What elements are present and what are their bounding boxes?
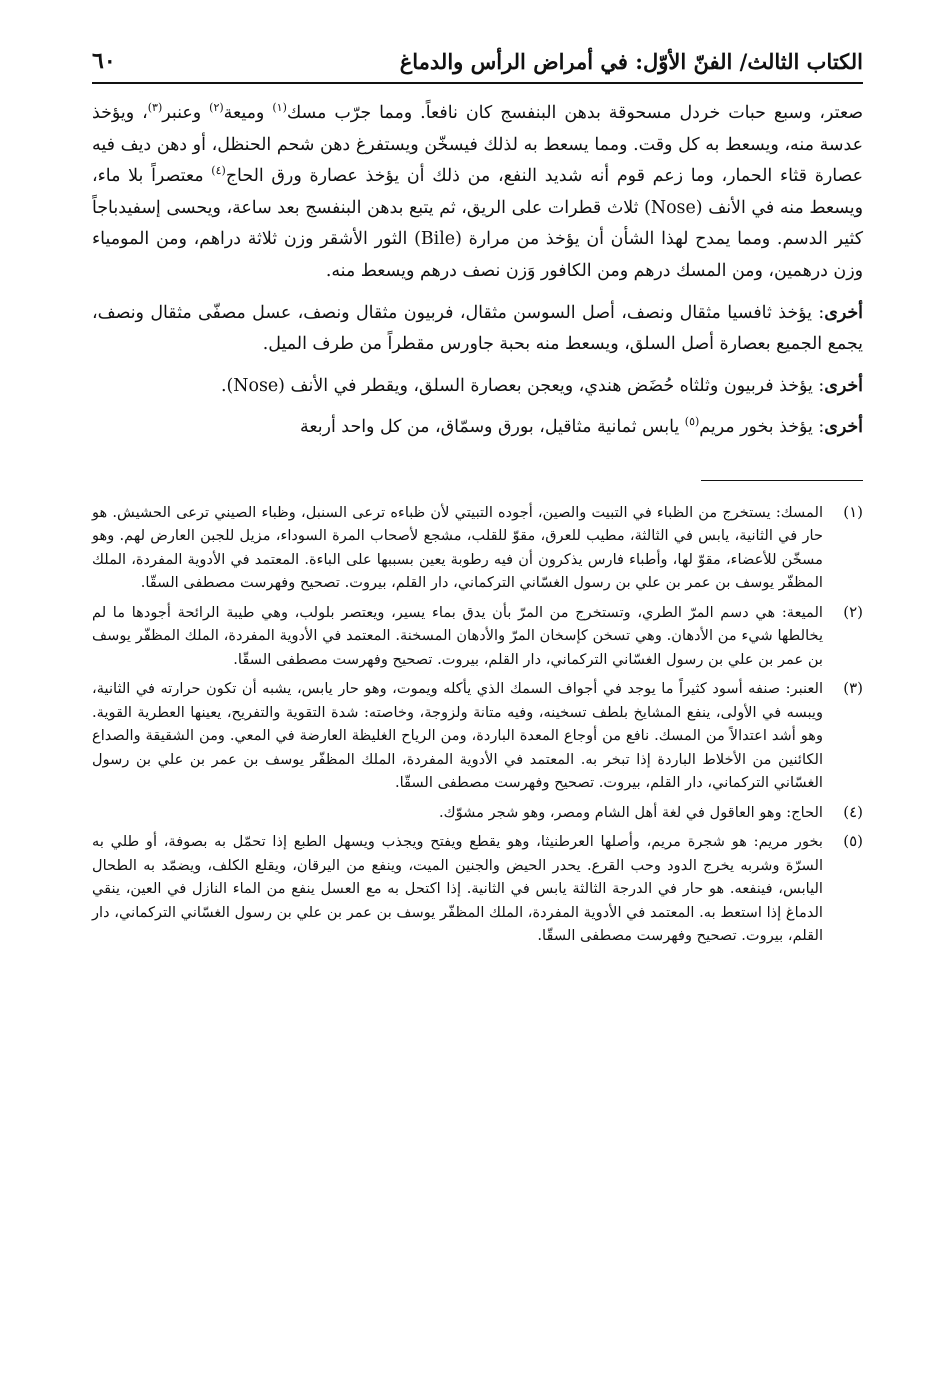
footnote-number: (٢) — [843, 602, 863, 621]
footnote-number: (٤) — [843, 802, 863, 821]
running-title: الكتاب الثالث/ الفنّ الأوّل: في أمراض الرأس والدماغ — [399, 49, 863, 74]
footnote-text: بخور مريم: هو شجرة مريم، وأصلها العرطنيثا، وهو يقطع ويفتح ويجذب ويسهل الطبع إذا تحمّل به بصوفة، أو طلي به السرّة وشربه يخرج الدود وحب القرع. يحدر الحيض والجنين الميت، وينفع من اليرقان، ويقلع الكلف، ويضمّد به الطحال اليابس، فينفعه. هو حار في الدرجة الثالثة يابس في الثانية. إذا اكتحل به مع العسل ينفع من الماء النازل في العين، ينقي الدماغ إذا استعط به. المعتمد في الأدوية المفردة، الملك المظفّر يوسف بن عمر بن علي بن رسول الغسّاني التركماني، دار القلم، بيروت. تصحيح وفهرست مصطفى السقّا. — [92, 833, 823, 945]
footnote — [92, 601, 863, 672]
footnote — [92, 677, 863, 795]
footnote — [92, 501, 863, 595]
footnote-text: العنبر: صنفه أسود كثيراً ما يوجد في أجواف السمك الذي يأكله ويموت، وهو حار يابس، يشبه أن تكون حرارته في الثانية، ويبسه في الأولى، ينفع المشايخ بلطف تسخينه، وفيه متانة ولزوجة، وخاصته: شدة التقوية والتفريح، يعينها العطرية القوية. وهو أشد اعتدالاً من المسك. نافع من أوجاع المعدة الباردة، ومن الرياح الغليظة العارضة في المعي. ومن الشقيقة والصداع الكائنين من الأخلاط الباردة إذا تبخر به. المعتمد في الأدوية المفردة، الملك المظفّر يوسف بن عمر بن علي بن رسول الغسّاني التركماني، دار القلم، بيروت. تصحيح وفهرست مصطفى السقّا. — [92, 680, 823, 792]
footnote — [92, 801, 863, 825]
recipe-label: أخرى — [824, 375, 863, 396]
footnotes — [92, 501, 863, 948]
footnote-separator — [701, 480, 863, 481]
footnote-text: الحاج: وهو العاقول في لغة أهل الشام ومصر، وهو شجر مشوّك. — [438, 803, 823, 821]
footnote-ref-1[interactable]: (١) — [272, 101, 287, 115]
recipe-label: أخرى — [824, 417, 863, 438]
footnote-ref-5[interactable]: (٥) — [684, 415, 700, 429]
recipe-label: أخرى — [824, 302, 863, 323]
page-header — [92, 34, 863, 74]
footnote-number: (١) — [843, 502, 863, 521]
paragraph-4: أخرى: يؤخذ بخور مريم$^{(٥)}$ يابس ثمانية مثاقيل، بورق وسمّاق، من كل واحد أربعة — [300, 415, 863, 438]
footnote-text: المسك: يستخرج من الظباء في التبيت والصين، أجوده التبيتي لأن ظباءه ترعى السنبل، وظباء الصيني ترعى الحشيش. هو حار في الثانية، يابس في الثالثة، مطيب للعرق، مقوّ للقلب، مشجع لأصحاب المرة السوداء، مزيل للجبن العارض لهم. وهو مسخّن للأعضاء، مقوّ لها، وأطباء فارس يذكرون أن فيه رطوبة يعين بسببها على الباءة. المعتمد في الأدوية المفردة، الملك المظفّر يوسف بن عمر بن علي بن رسول الغسّاني التركماني، دار القلم، بيروت. تصحيح وفهرست مصطفى السقّا. — [92, 503, 823, 592]
footnote-ref-2[interactable]: (٢) — [209, 101, 224, 115]
paragraph-3: أخرى: يؤخذ فربيون وثلثاه حُضَض هندي، ويعجن بعصارة السلق، ويقطر في الأنف (Nose). — [220, 375, 863, 396]
paragraph-2: أخرى: يؤخذ ثافسيا مثقال ونصف، أصل السوسن مثقال، فربيون مثقال ونصف، عسل مصفّى مثقال ونصف، يجمع الجميع بعصارة أصل السلق، ويسعط منه بحبة جاورس مقطراً من طرف الميل. — [92, 302, 863, 355]
footnote-ref-3[interactable]: (٣) — [147, 101, 163, 115]
footnote-number: (٣) — [843, 679, 863, 698]
paragraph-1: صعتر، وسبع حبات خردل مسحوقة بدهن البنفسج كان نافعاً. ومما جرّب مسك$^{(١)}$ وميعة$^{(٢)}$ وعنبر$^{(٣)}$، ويؤخذ عدسة منه، ويسعط به كل وقت. ومما يسعط به لذلك فيسخّن ويستفرغ دهن شحم الحنظل، أو دهن ديف فيه عصارة قثاء الحمار، وما زعم قوم أنه شديد النفع، من ذلك أن يؤخذ عصارة ورق الحاج$^{(٤)}$ معتصراً بلا ماء، ويسعط منه في الأنف (Nose) ثلاث قطرات على الريق، ثم يتبع بدهن البنفسج بعد ساعة، ويحسى إسفيدباجاً كثير الدسم. ومما يمدح لهذا الشأن أن يؤخذ من مرارة (Bile) الثور الأشقر وزن ثلاثة دراهم، ومن المومياء وزن درهمين، ومن المسك درهم ومن الكافور وَزن نصف درهم ويسعط منه. — [92, 101, 864, 281]
footnote — [92, 830, 863, 948]
page-number: ٦٠ — [92, 48, 116, 74]
footnote-text: الميعة: هي دسم المرّ الطري، وتستخرج من المرّ بأن يدق بماء يسير، ويعتصر بلولب، وهي طيبة الرائحة أجودها ما لم يخالطها شيء من الأدهان. وهي تسخن كإسخان المرّ والأدهان المسخنة. المعتمد في الأدوية المفردة، الملك المظفّر يوسف بن عمر بن علي بن رسول الغسّاني التركماني، دار القلم، بيروت. تصحيح وفهرست مصطفى السقّا. — [92, 603, 823, 668]
footnote-number: (٥) — [843, 832, 863, 851]
main-text — [92, 98, 863, 444]
footnote-ref-4[interactable]: (٤) — [211, 164, 226, 178]
header-rule — [92, 82, 863, 84]
book-page — [92, 34, 863, 954]
